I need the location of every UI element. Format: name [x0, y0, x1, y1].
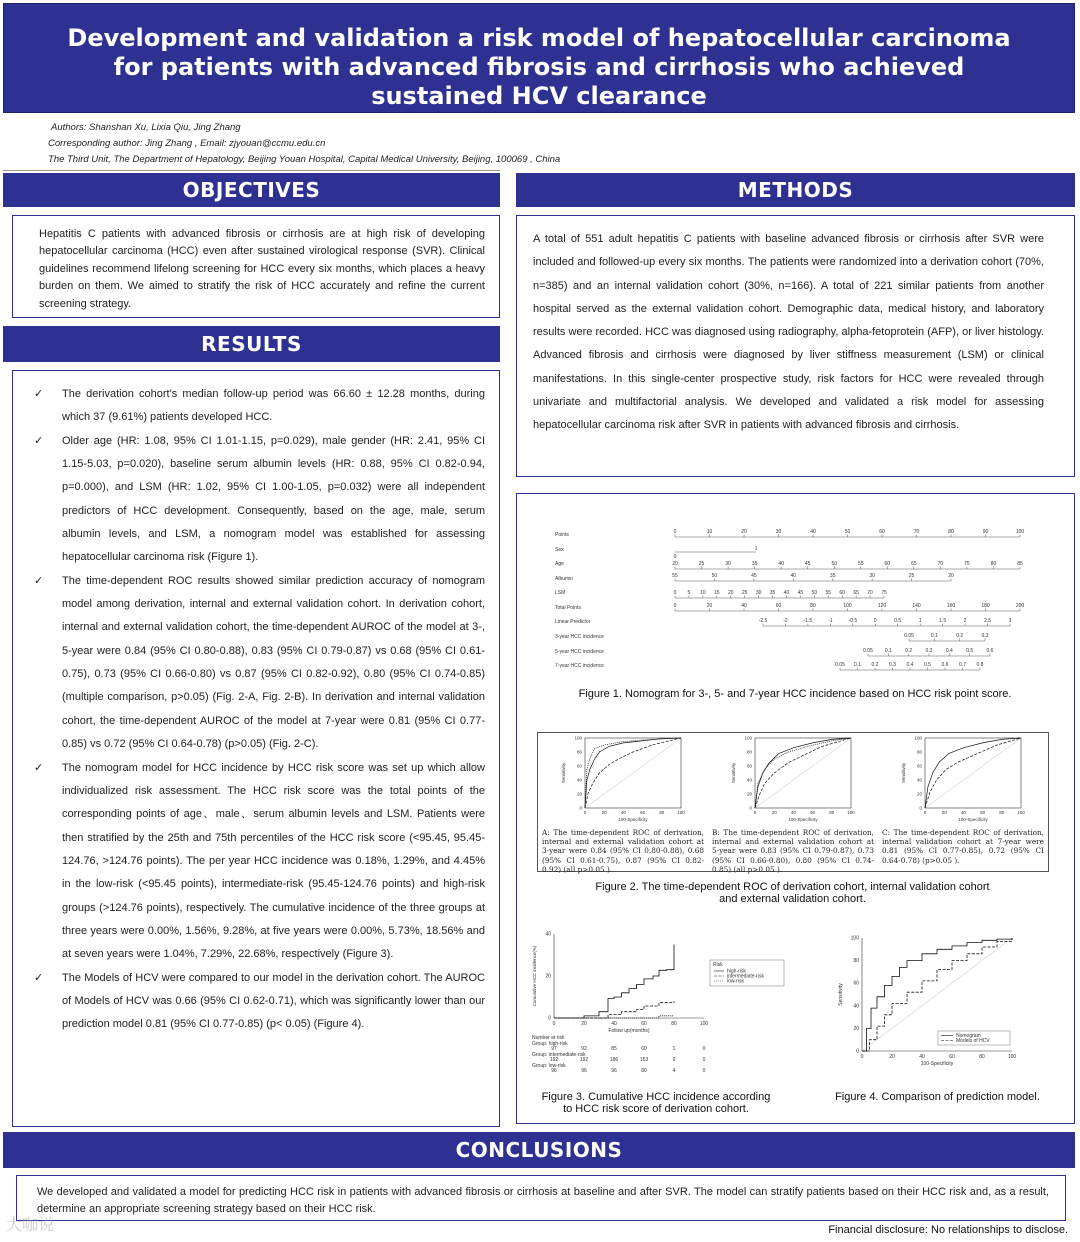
roc-x-tick-label: 60	[640, 810, 646, 815]
risk-count: 96	[551, 1068, 557, 1074]
legend-label: high-risk	[727, 968, 746, 975]
lsm-tick-label: 45	[797, 590, 804, 596]
linear-predictor-tick-label: -0.5	[848, 618, 858, 624]
linear-predictor-tick-label: 3	[1008, 618, 1012, 624]
linear-predictor-tick-label: 0	[873, 618, 877, 624]
check-icon: ✓	[34, 761, 44, 774]
albumin-tick-label: 40	[790, 573, 797, 579]
total-points-tick-label: 140	[912, 603, 921, 609]
poster-title	[3, 3, 1075, 113]
lsm-tick-label: 40	[783, 590, 790, 596]
nomogram-row-label: Points	[555, 532, 569, 538]
points-tick-label: 40	[810, 529, 816, 535]
authors: Authors: Shanshan Xu, Lixia Qiu, Jing Zhang	[51, 122, 241, 133]
age-tick-label: 65	[911, 561, 917, 567]
roc-x-tick-label: 100	[677, 810, 685, 815]
age-tick-label: 45	[804, 561, 811, 567]
lsm-tick-label: 60	[839, 590, 845, 596]
roc-x-tick-label: 20	[941, 810, 947, 815]
risk-count: 96	[581, 1068, 587, 1074]
roc-y-tick-label: 20	[916, 791, 922, 797]
points-tick-label: 60	[879, 529, 885, 535]
albumin-tick-label: 35	[829, 573, 836, 579]
lsm-tick-label: 65	[853, 590, 859, 596]
nomogram-row-label: 3-year HCC incidence	[555, 634, 604, 640]
roc-y-tick-label: 20	[746, 791, 752, 797]
total-points-tick-label: 200	[1015, 603, 1025, 609]
affiliation: The Third Unit, The Department of Hepatology, Beijing Youan Hospital, Capital Medical University, Beijing, 100069 , China	[48, 154, 561, 165]
conclusions-box	[16, 1175, 1066, 1221]
watermark: 大咖说	[6, 1217, 55, 1234]
title-line-1: Development and validation a risk model of hepatocellular carcinoma	[67, 24, 1011, 52]
result-item: ✓ Older age (HR: 1.08, 95% CI 1.01-1.15, p=0.029), male gender (HR: 2.41, 95% CI 1.15-5.03, p=0.020), baseline serum albumin levels (HR: 0.88, 95% CI 0.82-0.94, p=0.000), and LSM (HR: 1.02, 95% CI 1.00-1.05, p=0.032) were all independent predictors of HCC development. Consequently, based on the age, male, serum albumin levels, and LSM, a nomogram model was established for assessing hepatocellular carcinoma risk (Figure 1).	[23, 430, 485, 570]
financial-disclosure: Financial disclosure: No relationships to disclose.	[828, 1224, 1068, 1236]
total-points-tick-label: 160	[946, 603, 956, 609]
sex-tick-label: 0	[673, 554, 677, 560]
incidence-5y-tick-label: 0.1	[884, 648, 892, 654]
roc-panels	[537, 732, 1049, 827]
x-tick-label: 40	[611, 1021, 617, 1027]
roc-x-label: 100-Specificity	[958, 817, 988, 822]
albumin-tick-label: 55	[672, 573, 678, 579]
points-tick-label: 90	[982, 529, 989, 535]
x-tick-label: 60	[949, 1054, 955, 1060]
roc-x-tick-label: 80	[659, 810, 665, 815]
roc-y-tick-label: 80	[916, 749, 922, 755]
risk-group-label: Group: low-risk	[532, 1063, 566, 1069]
roc-panel-a-text: A: The time-dependent ROC of derivation, internal and external validation cohort at 3-year were 0.84 (95% CI 0.80-0.88), 0.68 (95% CI 0.61-0.75), 0.87 (95% CI 0.82-0.92) (all p>0.05 ).	[542, 828, 704, 874]
incidence-7y-tick-label: 0.4	[906, 662, 914, 668]
linear-predictor-tick-label: 2.5	[984, 618, 992, 624]
x-axis-label: Follow up(months)	[608, 1028, 650, 1034]
conclusions-text: We developed and validated a model for predicting HCC risk in patients with advanced fibrosis or cirrhosis at baseline and after SVR. The model can stratify patients based on their HCC risk and, as a result, determine an appropriate screening strategy based on their HCC risk.	[37, 1186, 1049, 1215]
nomogram-row-label: 7-year HCC incidence	[555, 663, 604, 669]
y-axis-label: Cumulative HCC incidence(%)	[532, 945, 537, 1007]
nomogram-row-label: Albumin	[555, 576, 574, 582]
title-line-2: for patients with advanced fibrosis and cirrhosis who achieved	[113, 53, 965, 81]
albumin-tick-label: 45	[751, 573, 757, 579]
age-tick-label: 20	[672, 561, 678, 567]
y-axis-label: Sensitivity	[838, 983, 844, 1006]
title-line-3: sustained HCV clearance	[371, 82, 707, 110]
roc-panel	[731, 736, 855, 823]
nomogram-figure	[540, 520, 1040, 682]
lsm-tick-label: 30	[755, 590, 762, 596]
roc-x-tick-label: 0	[753, 810, 757, 815]
roc-x-tick-label: 100	[847, 810, 855, 815]
age-tick-label: 85	[1017, 561, 1023, 567]
linear-predictor-tick-label: -1	[828, 618, 833, 624]
risk-count: 153	[639, 1057, 649, 1063]
points-tick-label: 20	[741, 529, 747, 535]
incidence-7y-tick-label: 0.1	[854, 662, 861, 668]
figure-4-caption: Figure 4. Comparison of prediction model.	[835, 1091, 1040, 1103]
age-tick-label: 55	[857, 561, 864, 567]
age-tick-label: 40	[778, 561, 784, 567]
total-points-tick-label: 80	[810, 603, 816, 609]
nomogram-row-label: Linear Predictor	[555, 619, 591, 625]
lsm-tick-label: 70	[867, 590, 873, 596]
incidence-5y-tick-label: 0.05	[863, 648, 873, 654]
results-heading: RESULTS	[3, 326, 500, 362]
roc-y-tick-label: 0	[919, 805, 922, 811]
age-tick-label: 75	[964, 561, 970, 567]
risk-count: 92	[581, 1046, 587, 1052]
incidence-7y-tick-label: 0.8	[976, 662, 984, 668]
roc-x-tick-label: 40	[790, 810, 796, 815]
lsm-tick-label: 0	[673, 590, 677, 596]
points-tick-label: 70	[913, 529, 920, 535]
roc-x-label: 100-Specificity	[788, 817, 818, 822]
roc-x-label: 100-Specificity	[618, 817, 648, 822]
lsm-tick-label: 25	[741, 590, 748, 596]
x-tick-label: 0	[860, 1054, 864, 1060]
linear-predictor-tick-label: 1.5	[939, 618, 947, 624]
x-tick-label: 80	[979, 1054, 985, 1060]
incidence-5y-tick-label: 0.2	[905, 648, 913, 654]
methods-text: A total of 551 adult hepatitis C patients with baseline advanced fibrosis or cirrhosis after SVR were included and followed-up every six months. The patients were randomized into a derivation cohort (70%, n=385) and an internal validation cohort (30%, n=166). A total of 221 similar patients from another hospital served as the external validation cohort. Demographic data, medical history, and laboratory results were recorded. HCC was diagnosed using radiography, alpha-fetoprotein (AFP), or liver histology. Advanced fibrosis and cirrhosis were diagnosed by liver stiffness measurement (LSM) or clinical manifestations. In this single-center prospective study, risk factors for HCC were revealed through univariate and multifactorial analysis. We developed and validated a risk model for assessing hepatocellular carcinoma risk after SVR in patients with advanced fibrosis and cirrhosis.	[533, 233, 1044, 432]
roc-x-tick-label: 80	[829, 810, 835, 815]
number-at-risk-title: Number at risk	[532, 1035, 565, 1041]
result-item: ✓ The derivation cohort's median follow-up period was 66.60 ± 12.28 months, during which 37 (9.61%) patients developed HCC.	[23, 383, 485, 430]
conclusions-heading: CONCLUSIONS	[3, 1132, 1075, 1168]
legend-label: Models of HCV	[956, 1038, 990, 1044]
albumin-tick-label: 30	[869, 573, 875, 579]
roc-x-tick-label: 20	[601, 810, 607, 815]
risk-count: 9	[672, 1057, 676, 1063]
incidence-3y-tick-label: 0.2	[956, 633, 964, 639]
nomogram-row-label: Total Points	[555, 605, 581, 611]
roc-x-tick-label: 20	[771, 810, 777, 815]
points-tick-label: 50	[844, 529, 851, 535]
risk-count: 186	[609, 1057, 619, 1063]
y-tick-label: 80	[853, 958, 859, 965]
check-icon: ✓	[34, 574, 44, 587]
x-tick-label: 20	[889, 1054, 895, 1060]
y-tick-label: 20	[545, 973, 551, 980]
linear-predictor-tick-label: 1	[918, 618, 922, 624]
roc-panel-b-text: B: The time-dependent ROC of derivation, internal and external validation cohort at 5-year were 0.83 (95% CI 0.79-0.87), 0.73 (95% CI 0.66-0.80), 0.80 (95% CI 0.74-0.85) (all p>0.05 ).	[712, 828, 874, 874]
incidence-7y-tick-label: 0.3	[889, 662, 896, 668]
roc-x-tick-label: 100	[1017, 810, 1025, 815]
legend-label: Nomogram	[956, 1033, 981, 1039]
roc-y-label: Sensitivity	[561, 762, 566, 784]
roc-x-tick-label: 0	[923, 810, 927, 815]
risk-count: 0	[702, 1057, 706, 1063]
lsm-tick-label: 15	[714, 590, 720, 596]
divider	[3, 170, 500, 171]
lsm-tick-label: 5	[687, 590, 691, 596]
roc-y-tick-label: 60	[576, 763, 582, 769]
albumin-tick-label: 20	[948, 573, 954, 579]
y-tick-label: 20	[853, 1025, 859, 1032]
roc-panel	[901, 736, 1025, 823]
risk-count: 60	[641, 1046, 647, 1052]
low-risk-series-line	[554, 1016, 674, 1018]
y-tick-label: 40	[853, 1003, 859, 1010]
risk-count: 97	[551, 1046, 557, 1052]
check-icon: ✓	[34, 971, 44, 984]
high-risk-series-line	[554, 945, 674, 1019]
linear-predictor-tick-label: 0.5	[894, 618, 902, 624]
roc-x-tick-label: 40	[620, 810, 626, 815]
incidence-7y-tick-label: 0.2	[871, 662, 879, 668]
x-tick-label: 100	[699, 1021, 709, 1027]
total-points-tick-label: 60	[775, 603, 782, 609]
linear-predictor-tick-label: -1.5	[803, 618, 813, 624]
result-item: ✓ The nomogram model for HCC incidence by HCC risk score was set up which allow individualized risk assessment. The HCC risk score was the total points of the corresponding points of age、male、serum albumin levels and LSM. Patients were then stratified by the 25th and 75th percentiles of the HCC risk score (<95.45, 95.45-124.76, >124.76 points). The per year HCC incidence was 0.18%, 1.29%, and 4.45% in the low-risk (<95.45 points), intermediate-risk (95.45-124.76 points) and high-risk groups (>124.76 points), respectively. The cumulative incidence of the three groups at three years were 0.00%, 1.56%, 9.28%, at five years were 0.00%, 5.73%, 18.56% and at seven years were 1.04%, 7.29%, 22.68%, respectively (Figure 3).	[23, 757, 485, 967]
total-points-tick-label: 100	[843, 603, 852, 609]
age-tick-label: 50	[831, 561, 838, 567]
objectives-text: Hepatitis C patients with advanced fibrosis or cirrhosis are at high risk of developing hepatocellular carcinoma (HCC) even after sustained virological response (SVR). Clinical guidelines recommend lifelong screening for HCC every six months, which places a heavy burden on them. We aimed to stratify the risk of HCC accurately and refine the current screening strategy.	[39, 228, 485, 310]
roc-y-tick-label: 0	[579, 805, 582, 811]
age-tick-label: 70	[937, 561, 944, 567]
albumin-tick-label: 25	[908, 573, 915, 579]
total-points-tick-label: 40	[741, 603, 747, 609]
roc-x-tick-label: 0	[583, 810, 587, 815]
figure-1-caption: Figure 1. Nomogram for 3-, 5- and 7-year HCC incidence based on HCC risk point score.	[578, 688, 1012, 700]
incidence-3y-tick-label: 0.1	[930, 633, 938, 639]
roc-reference-line	[925, 738, 1021, 808]
incidence-7y-tick-label: 0.7	[959, 662, 966, 668]
corresponding-author: Corresponding author: Jing Zhang , Email: zjyouan@ccmu.edu.cn	[48, 138, 326, 149]
roc-y-tick-label: 100	[914, 735, 922, 741]
risk-count: 4	[672, 1068, 676, 1074]
y-tick-label: 60	[853, 980, 859, 987]
lsm-tick-label: 35	[769, 590, 776, 596]
roc-y-tick-label: 20	[576, 791, 582, 797]
lsm-tick-label: 10	[700, 590, 706, 596]
nomogram-row-label: Sex	[555, 547, 564, 553]
nomogram-row-label: Age	[555, 561, 564, 567]
model-comparison-chart	[830, 928, 1030, 1078]
result-item: ✓ The Models of HCV were compared to our model in the derivation cohort. The AUROC of Models of HCV was 0.66 (95% CI 0.62-0.71), which was significantly lower than our prediction model 0.81 (95% CI 0.77-0.85) (p< 0.05) (Figure 4).	[23, 967, 485, 1037]
age-tick-label: 60	[884, 561, 891, 567]
legend-title: Risk	[713, 962, 723, 968]
y-tick-label: 40	[545, 931, 551, 938]
roc-y-tick-label: 100	[574, 735, 582, 741]
points-tick-label: 80	[948, 529, 954, 535]
linear-predictor-tick-label: -2	[783, 618, 788, 624]
x-tick-label: 0	[552, 1021, 556, 1027]
cumulative-incidence-chart	[528, 928, 790, 1078]
linear-predictor-tick-label: 2	[963, 618, 967, 624]
figure-2-caption: Figure 2. The time-dependent ROC of derivation cohort, internal validation cohort and external validation cohort.	[595, 881, 990, 905]
nomogram-row-label: 5-year HCC incidence	[555, 649, 604, 655]
total-points-tick-label: 180	[981, 603, 990, 609]
roc-panel	[561, 736, 685, 823]
lsm-tick-label: 55	[825, 590, 832, 596]
intermediate-risk-series-line	[554, 1001, 674, 1018]
lsm-tick-label: 75	[881, 590, 887, 596]
roc-y-tick-label: 0	[749, 805, 752, 811]
risk-group-label: Group: intermediate-risk	[532, 1052, 586, 1058]
roc-panel-c-text: C: The time-dependent ROC of derivation, internal validation cohort at 7-year were 0.81 (95% CI 0.77-0.85), 0.72 (95% CI 0.64-0.78) (p>0.05 ).	[882, 828, 1044, 865]
incidence-5y-tick-label: 0.5	[966, 648, 974, 654]
incidence-5y-tick-label: 0.6	[986, 648, 994, 654]
risk-count: 192	[549, 1057, 559, 1063]
check-icon: ✓	[34, 434, 44, 447]
albumin-tick-label: 50	[711, 573, 718, 579]
author-info	[48, 120, 560, 168]
results-box	[12, 370, 500, 1127]
roc-y-tick-label: 40	[576, 777, 582, 783]
x-tick-label: 60	[641, 1021, 647, 1027]
x-tick-label: 100	[1007, 1054, 1017, 1060]
risk-count: 80	[641, 1068, 647, 1074]
incidence-7y-tick-label: 0.6	[941, 662, 949, 668]
roc-y-label: Sensitivity	[901, 762, 906, 784]
roc-y-tick-label: 60	[916, 763, 922, 769]
points-tick-label: 0	[673, 529, 677, 535]
x-axis-label: 100-Specificity	[920, 1061, 954, 1067]
y-tick-label: 0	[856, 1048, 859, 1055]
incidence-7y-tick-label: 0.5	[924, 662, 931, 668]
roc-y-tick-label: 60	[746, 763, 752, 769]
age-tick-label: 35	[751, 561, 758, 567]
check-icon: ✓	[34, 388, 44, 400]
methods-box	[516, 215, 1075, 477]
legend-label: intermediate-risk	[727, 973, 764, 980]
age-tick-label: 30	[725, 561, 731, 567]
lsm-tick-label: 50	[811, 590, 818, 596]
results-list	[13, 371, 499, 1037]
roc-x-tick-label: 60	[980, 810, 986, 815]
incidence-3y-tick-label: 0.05	[904, 633, 914, 639]
total-points-tick-label: 120	[877, 603, 887, 609]
roc-y-tick-label: 40	[746, 777, 752, 783]
risk-count: 0	[702, 1068, 706, 1074]
figure-3-caption: Figure 3. Cumulative HCC incidence according to HCC risk score of derivation cohort.	[541, 1091, 771, 1115]
lsm-tick-label: 20	[727, 590, 734, 596]
incidence-5y-tick-label: 0.4	[945, 648, 953, 654]
risk-count: 0	[702, 1046, 706, 1052]
roc-y-tick-label: 80	[576, 749, 582, 755]
incidence-7y-tick-label: 0.05	[835, 662, 845, 668]
roc-x-tick-label: 40	[960, 810, 966, 815]
total-points-tick-label: 20	[706, 603, 713, 609]
age-tick-label: 80	[990, 561, 997, 567]
sex-tick-label: 1	[754, 546, 758, 552]
risk-count: 1	[672, 1046, 676, 1052]
risk-count: 192	[579, 1057, 589, 1063]
roc-reference-line	[755, 738, 851, 808]
nomogram-row-label: LSM	[555, 590, 566, 596]
x-tick-label: 20	[581, 1021, 587, 1027]
result-item: ✓ The time-dependent ROC results showed similar prediction accuracy of nomogram model among derivation, internal and external validation cohort. In derivation cohort, internal and external validation cohort, the time-dependent AUROC of the model at 3-, 5-year were 0.84 (95% CI 0.80-0.88), 0.83 (95% CI 0.79-0.87) vs 0.68 (95% CI 0.61-0.75), 0.73 (95% CI 0.66-0.80) vs 0.87 (95% CI 0.82-0.92), 0.80 (95% CI 0.74-0.85) (multiple comparison, p>0.05) (Fig. 2-A, Fig. 2-B). In derivation and internal validation cohort, the time-dependent AUROC of the model at 7-year were 0.81 (95% CI 0.77-0.85) vs 0.72 (95% CI 0.64-0.78) (p>0.05) (Fig. 2-C).	[23, 570, 485, 757]
roc-x-tick-label: 80	[999, 810, 1005, 815]
risk-count: 85	[611, 1046, 617, 1052]
legend-label: low-risk	[727, 978, 744, 985]
y-tick-label: 100	[850, 935, 859, 942]
linear-predictor-tick-label: -2.5	[758, 618, 768, 624]
methods-heading: METHODS	[516, 173, 1075, 207]
points-tick-label: 30	[775, 529, 782, 535]
roc-y-tick-label: 40	[916, 777, 922, 783]
roc-y-tick-label: 80	[746, 749, 752, 755]
roc-y-tick-label: 100	[744, 735, 752, 741]
objectives-box	[12, 215, 500, 318]
risk-count: 96	[611, 1068, 617, 1074]
total-points-tick-label: 0	[673, 603, 677, 609]
age-tick-label: 25	[698, 561, 705, 567]
x-tick-label: 40	[919, 1054, 925, 1060]
points-tick-label: 100	[1015, 529, 1025, 535]
incidence-5y-tick-label: 0.3	[925, 648, 933, 654]
objectives-heading: OBJECTIVES	[3, 173, 500, 207]
incidence-3y-tick-label: 0.3	[981, 633, 989, 639]
risk-group-label: Group: high-risk	[532, 1041, 568, 1047]
x-tick-label: 80	[671, 1021, 677, 1027]
roc-y-label: Sensitivity	[731, 762, 736, 784]
points-tick-label: 10	[706, 529, 713, 535]
roc-x-tick-label: 60	[810, 810, 816, 815]
y-tick-label: 0	[548, 1015, 551, 1022]
